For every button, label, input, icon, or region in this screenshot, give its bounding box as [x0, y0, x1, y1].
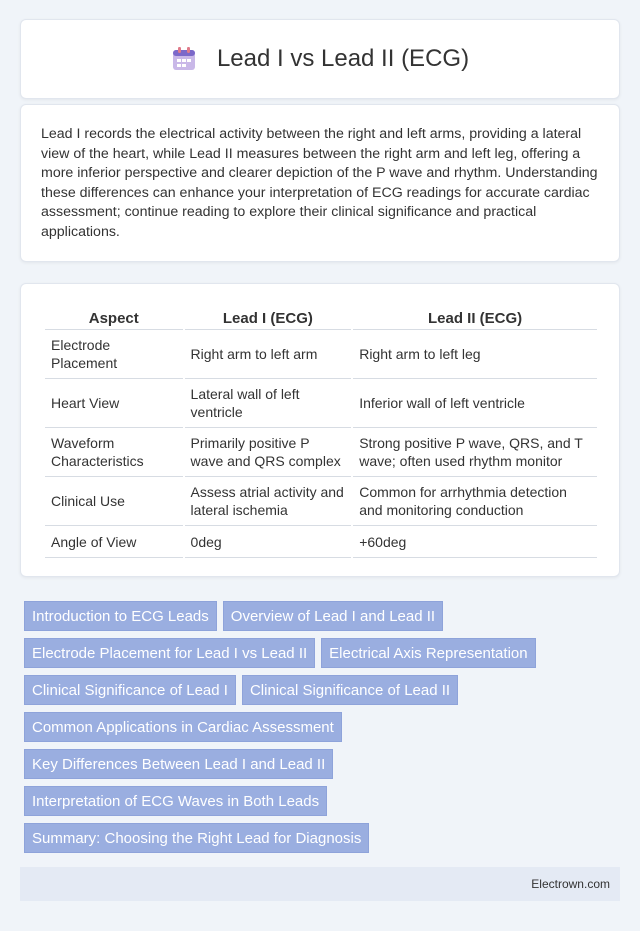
comparison-table: [43, 304, 599, 558]
intro-text: Lead I records the electrical activity between the right and left arms, providing a lateral view of the heart, while Lead II measures between the right arm and left leg, offering a more inferior perspective and clearer depiction of the P wave and rhythm. Understanding these differences can enhance your interpretation of ECG readings for accurate cardiac assessment; continue reading to explore their clinical significance and practical applications.: [41, 126, 598, 240]
table-cell: Common for arrhythmia detection and monitoring conduction: [353, 477, 597, 526]
table-header-lead-i: Lead I (ECG): [185, 304, 352, 330]
table-row: [45, 428, 597, 477]
calendar-icon: [171, 46, 197, 72]
table-cell: Waveform Characteristics: [45, 428, 183, 477]
table-cell: Clinical Use: [45, 477, 183, 526]
table-cell: Electrode Placement: [45, 330, 183, 379]
table-cell: 0deg: [185, 526, 352, 558]
tag-interpretation-of-ecg-waves[interactable]: Interpretation of ECG Waves in Both Leads: [24, 786, 327, 816]
footer-site-name[interactable]: Electrown.com: [531, 877, 610, 891]
table-cell: Assess atrial activity and lateral ischemia: [185, 477, 352, 526]
table-cell: Inferior wall of left ventricle: [353, 379, 597, 428]
tag-row: [24, 601, 624, 631]
tag-overview-of-lead-i-and-lead-ii[interactable]: Overview of Lead I and Lead II: [223, 601, 443, 631]
table-row: [45, 477, 597, 526]
tag-row: [24, 675, 624, 705]
table-cell: +60deg: [353, 526, 597, 558]
header-card: [20, 19, 620, 99]
tag-row: [24, 712, 624, 742]
tag-electrical-axis-representation[interactable]: Electrical Axis Representation: [321, 638, 535, 668]
comparison-table-card: [20, 283, 620, 577]
table-header-aspect: Aspect: [45, 304, 183, 330]
table-cell: Lateral wall of left ventricle: [185, 379, 352, 428]
page-title: Lead I vs Lead II (ECG): [216, 45, 470, 72]
tag-electrode-placement[interactable]: Electrode Placement for Lead I vs Lead II: [24, 638, 315, 668]
table-cell: Right arm to left arm: [185, 330, 352, 379]
topic-tags: [24, 601, 624, 860]
tag-row: [24, 749, 624, 779]
table-cell: Strong positive P wave, QRS, and T wave; often used rhythm monitor: [353, 428, 597, 477]
tag-introduction-to-ecg-leads[interactable]: Introduction to ECG Leads: [24, 601, 217, 631]
table-row: [45, 330, 597, 379]
footer: [20, 867, 620, 901]
tag-clinical-significance-lead-ii[interactable]: Clinical Significance of Lead II: [242, 675, 458, 705]
table-header-lead-ii: Lead II (ECG): [353, 304, 597, 330]
table-cell: Primarily positive P wave and QRS complex: [185, 428, 352, 477]
tag-key-differences[interactable]: Key Differences Between Lead I and Lead II: [24, 749, 333, 779]
tag-row: [24, 638, 624, 668]
tag-common-applications[interactable]: Common Applications in Cardiac Assessment: [24, 712, 342, 742]
table-row: [45, 379, 597, 428]
tag-row: [24, 823, 624, 853]
intro-card: [20, 104, 620, 262]
tag-summary-choosing-right-lead[interactable]: Summary: Choosing the Right Lead for Diagnosis: [24, 823, 369, 853]
tag-row: [24, 786, 624, 816]
table-cell: Angle of View: [45, 526, 183, 558]
table-cell: Right arm to left leg: [353, 330, 597, 379]
tag-clinical-significance-lead-i[interactable]: Clinical Significance of Lead I: [24, 675, 236, 705]
table-cell: Heart View: [45, 379, 183, 428]
table-row: [45, 526, 597, 558]
